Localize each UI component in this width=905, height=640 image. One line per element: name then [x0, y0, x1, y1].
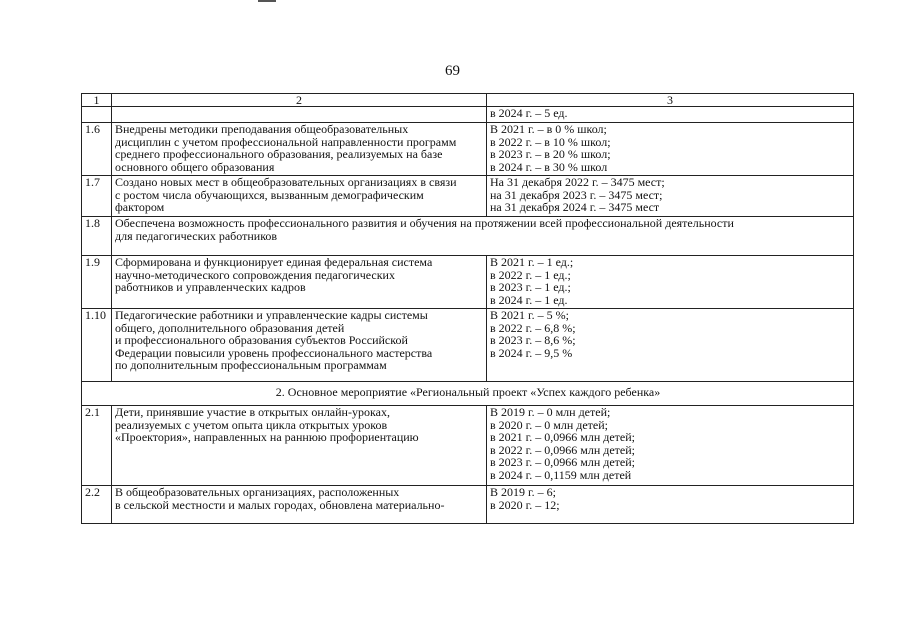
table-row — [82, 176, 854, 217]
item-description — [112, 176, 487, 217]
text-line: в 2023 г. – 0,0966 млн детей; — [490, 455, 635, 469]
item-values — [487, 107, 854, 123]
column-header-number: 1 — [82, 94, 112, 107]
text-line: Обеспечена возможность профессионального развития и обучения на протяжении всей профессиональной деятельности — [115, 216, 734, 230]
item-number: 1.10 — [82, 309, 112, 382]
text-line: В 2021 г. – в 0 % школ; — [490, 122, 607, 136]
table-row — [82, 309, 854, 382]
item-number: 1.9 — [82, 256, 112, 309]
column-header-description: 2 — [112, 94, 487, 107]
text-line: Создано новых мест в общеобразовательных организациях в связи — [115, 175, 457, 189]
column-header-values: 3 — [487, 94, 854, 107]
text-line: в 2020 г. – 0 млн детей; — [490, 417, 608, 432]
text-line: в 2021 г. – 0,0966 млн детей; — [490, 430, 635, 444]
text-line: в 2022 г. – в 10 % школ; — [490, 134, 611, 149]
text-line: и профессионального образования субъектов Российской — [115, 333, 408, 347]
table-header-row — [82, 94, 854, 107]
text-line: В 2021 г. – 1 ед.; — [490, 255, 574, 269]
results-table — [81, 93, 854, 524]
item-number: 1.8 — [82, 217, 112, 256]
text-line: для педагогических работников — [115, 228, 278, 243]
item-number: 1.7 — [82, 176, 112, 217]
section-heading: 2. Основное мероприятие «Региональный проект «Успех каждого ребенка» — [82, 382, 854, 406]
text-line: в 2022 г. – 0,0966 млн детей; — [490, 442, 635, 457]
table-body — [82, 94, 854, 524]
item-description — [112, 123, 487, 176]
text-line: Сформирована и функционирует единая федеральная система — [115, 255, 433, 269]
text-line: в 2023 г. – в 20 % школ; — [490, 147, 611, 161]
text-line: Педагогические работники и управленческие кадры системы — [115, 308, 428, 322]
table-row — [82, 406, 854, 486]
item-description — [112, 406, 487, 486]
text-line: в сельской местности и малых городах, обновлена материально- — [115, 497, 445, 512]
text-line: В общеобразовательных организациях, расположенных — [115, 485, 400, 499]
text-line: в 2023 г. – 1 ед.; — [490, 280, 571, 294]
text-line: реализуемых с учетом опыта цикла открытых уроков — [115, 417, 388, 432]
item-values — [487, 256, 854, 309]
text-line: в 2024 г. – 9,5 % — [490, 345, 573, 360]
item-description — [112, 256, 487, 309]
text-line: в 2024 г. – 1 ед. — [490, 292, 568, 307]
text-line: в 2023 г. – 8,6 %; — [490, 333, 576, 347]
text-line: по дополнительным профессиональным программам — [115, 358, 387, 372]
item-description — [112, 217, 854, 256]
text-line: Дети, принявшие участие в открытых онлайн-уроках, — [115, 405, 390, 419]
item-values — [487, 486, 854, 524]
text-line: на 31 декабря 2024 г. – 3475 мест — [490, 200, 660, 214]
table-row — [82, 486, 854, 524]
page-number: 69 — [445, 63, 460, 79]
text-line: основного общего образования — [115, 159, 275, 174]
text-line: В 2019 г. – 0 млн детей; — [490, 405, 611, 419]
item-number — [82, 107, 112, 123]
table-row — [82, 256, 854, 309]
text-line: в 2020 г. – 12; — [490, 497, 560, 512]
item-number: 1.6 — [82, 123, 112, 176]
text-line: В 2019 г. – 6; — [490, 485, 556, 499]
text-line: среднего профессионального образования, реализуемых на базе — [115, 147, 443, 161]
text-line: на 31 декабря 2023 г. – 3475 мест; — [490, 187, 663, 202]
item-number: 2.1 — [82, 406, 112, 486]
table-row — [82, 123, 854, 176]
item-values — [487, 123, 854, 176]
text-line: «Проектория», направленных на раннюю профориентацию — [115, 430, 419, 444]
text-line: в 2024 г. – 0,1159 млн детей — [490, 467, 632, 482]
item-number: 2.2 — [82, 486, 112, 524]
scan-mark — [258, 0, 276, 2]
text-line: общего, дополнительного образования детей — [115, 320, 345, 335]
item-values — [487, 176, 854, 217]
text-line: На 31 декабря 2022 г. – 3475 мест; — [490, 175, 665, 189]
text-line: фактором — [115, 200, 165, 214]
table-row — [82, 107, 854, 123]
item-description — [112, 107, 487, 123]
text-line: с ростом числа обучающихся, вызванным демографическим — [115, 187, 424, 202]
text-line: Федерации повысили уровень профессионального мастерства — [115, 345, 433, 360]
text-line: в 2022 г. – 6,8 %; — [490, 320, 576, 335]
text-line: Внедрены методики преподавания общеобразовательных — [115, 122, 409, 136]
table-row — [82, 217, 854, 256]
item-description — [112, 486, 487, 524]
section-heading-row — [82, 382, 854, 406]
text-line: в 2024 г. – в 30 % школ — [490, 159, 608, 174]
text-line: научно-методического сопровождения педагогических — [115, 267, 395, 282]
text-line: в 2024 г. – 5 ед. — [490, 106, 568, 120]
text-line: работников и управленческих кадров — [115, 280, 306, 294]
item-values — [487, 406, 854, 486]
text-line: дисциплин с учетом профессиональной направленности программ — [115, 134, 457, 149]
item-values — [487, 309, 854, 382]
text-line: в 2022 г. – 1 ед.; — [490, 267, 571, 282]
item-description — [112, 309, 487, 382]
text-line: В 2021 г. – 5 %; — [490, 308, 569, 322]
